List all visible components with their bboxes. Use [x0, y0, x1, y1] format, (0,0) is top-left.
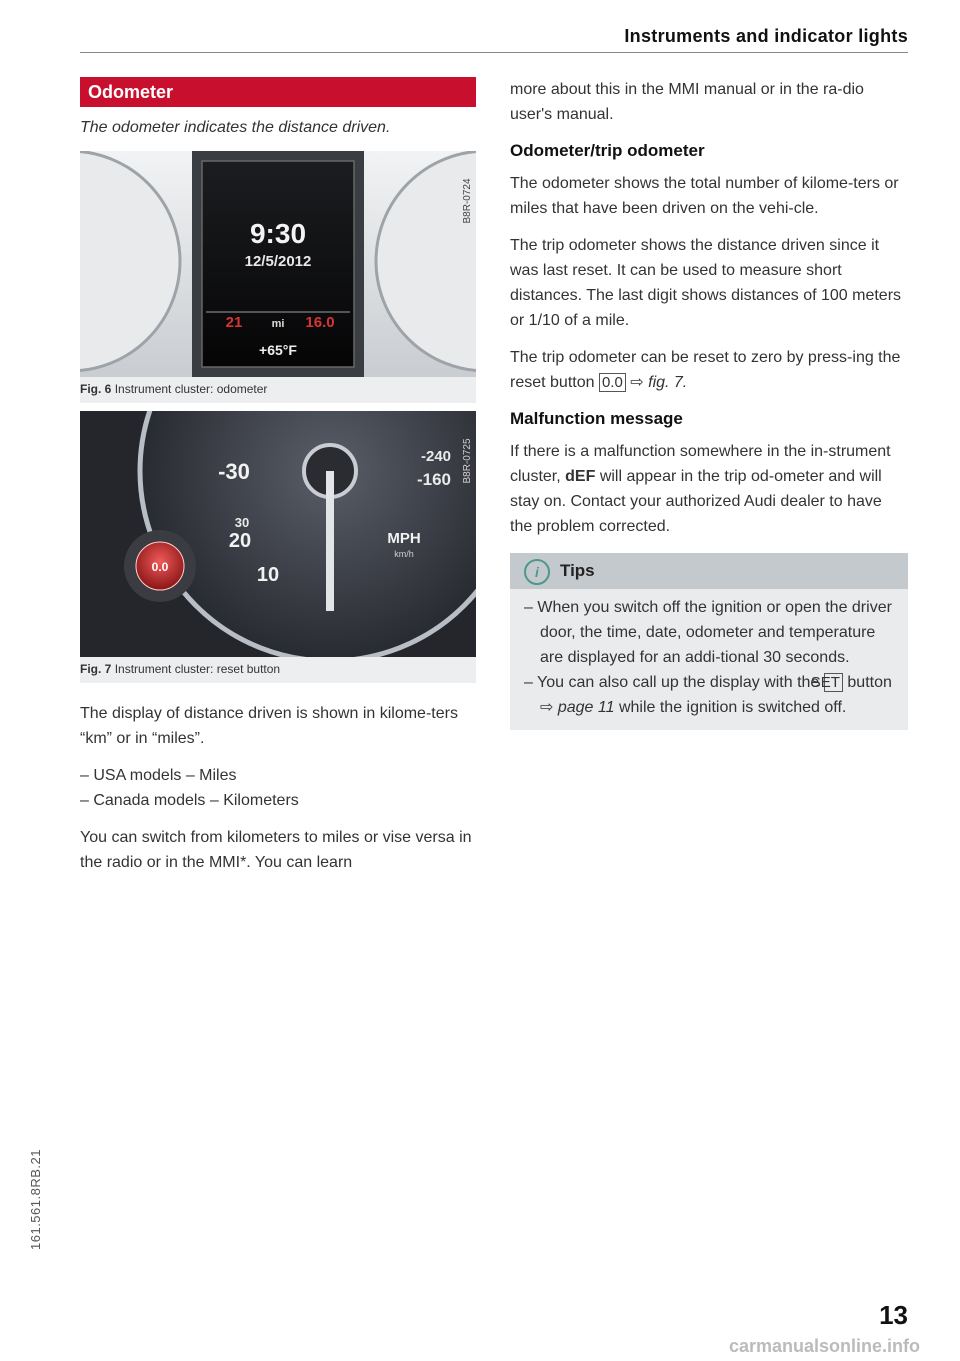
figure-7-label: Fig. 7: [80, 662, 112, 676]
section-intro: The odometer indicates the distance driven.: [80, 119, 391, 136]
switch-units-paragraph: You can switch from kilometers to miles or vise versa in the radio or in the MMI*. You can learn: [80, 829, 472, 871]
page-11-reference[interactable]: ⇨ page 11: [540, 699, 615, 716]
tip-2-text-mid: button: [847, 674, 892, 691]
reset-button-label: 0.0: [151, 560, 169, 574]
running-header: Instruments and indicator lights: [624, 26, 908, 46]
tip-item-2: [524, 670, 894, 720]
info-icon: i: [524, 559, 550, 585]
odometer-paragraph: The odometer shows the total number of kilome-ters or miles that have been driven on the vehi-cle.: [510, 175, 899, 217]
left-column: [80, 77, 476, 887]
tips-body: [510, 589, 908, 730]
display-unit: mi: [271, 318, 285, 330]
gauge-label-10: 10: [256, 564, 280, 586]
tips-header: [510, 553, 908, 589]
figure-7-code: B8R-0725: [462, 438, 473, 484]
figure-6-code: B8R-0724: [462, 178, 473, 224]
display-left-value: 21: [225, 314, 243, 331]
subheading-malfunction: Malfunction message: [510, 409, 683, 428]
reset-key: 0.0: [599, 373, 626, 392]
header-rule: [80, 52, 908, 53]
gauge-label-240: -240: [420, 448, 452, 465]
malfunction-paragraph: [510, 439, 908, 539]
display-right-value: 16.0: [305, 314, 335, 331]
figure-6-caption-text: Instrument cluster: odometer: [114, 382, 268, 396]
figure-7-caption-text: Instrument cluster: reset button: [114, 662, 281, 676]
gauge-label-20: 20: [228, 530, 252, 552]
list-item-canada: – Canada models – Kilometers: [80, 792, 299, 809]
gauge-unit-mph: MPH: [387, 530, 421, 547]
figure-7-caption: [80, 657, 476, 683]
trip-odometer-paragraph: The trip odometer shows the distance driven since it was last reset. It can be used to measure short distances. The last digit shows distances of 100 meters or 1/10 of a mile.: [510, 237, 902, 329]
distance-units-paragraph: The display of distance driven is shown in kilome-ters “km” or in “miles”.: [80, 705, 458, 747]
tip-2-text-pre: – You can also call up the display with the: [524, 674, 820, 691]
display-date: 12/5/2012: [244, 253, 312, 270]
continued-paragraph: more about this in the MMI manual or in the ra-dio user's manual.: [510, 81, 864, 123]
fig-7-reference[interactable]: ⇨ fig. 7.: [630, 374, 688, 391]
page-number: 13: [879, 1300, 908, 1330]
malfunction-text-post: will appear in the trip od-ometer and will stay on. Contact your authorized Audi dealer to have the problem corrected.: [510, 468, 882, 535]
tips-title: Tips: [560, 561, 595, 580]
gauge-label-160: -160: [416, 470, 452, 489]
malfunction-text-pre: If there is a malfunction somewhere in the in-strument cluster,: [510, 443, 891, 485]
watermark: carmanualsonline.info: [728, 1336, 920, 1356]
tip-item-1: – When you switch off the ignition or open the driver door, the time, date, odometer and temperature are displayed for an addi-tional 30 seconds.: [524, 599, 892, 666]
gauge-unit-kmh: km/h: [394, 549, 414, 559]
section-title: Odometer: [80, 77, 476, 107]
reset-paragraph: [510, 345, 908, 395]
document-code: 161.561.8RB.21: [28, 1149, 43, 1250]
reset-button-illustration: [80, 411, 476, 657]
reset-text: The trip odometer can be reset to zero by press-ing the reset button: [510, 349, 901, 391]
figure-7: [80, 411, 476, 683]
tips-box: [510, 553, 908, 730]
display-time: 9:30: [249, 218, 307, 249]
gauge-label-minus30: -30: [218, 459, 250, 484]
right-column: [510, 77, 908, 730]
subheading-odometer: Odometer/trip odometer: [510, 141, 705, 160]
def-code: dEF: [565, 468, 596, 485]
display-temperature: +65°F: [259, 342, 297, 358]
figure-6: [80, 151, 476, 403]
gauge-label-30: 30: [234, 515, 250, 530]
figure-6-label: Fig. 6: [80, 382, 112, 396]
list-item-usa: – USA models – Miles: [80, 767, 237, 784]
odometer-illustration: [80, 151, 476, 377]
set-key: SET: [824, 673, 843, 692]
tip-2-text-post: while the ignition is switched off.: [618, 699, 847, 716]
figure-6-caption: [80, 377, 476, 403]
